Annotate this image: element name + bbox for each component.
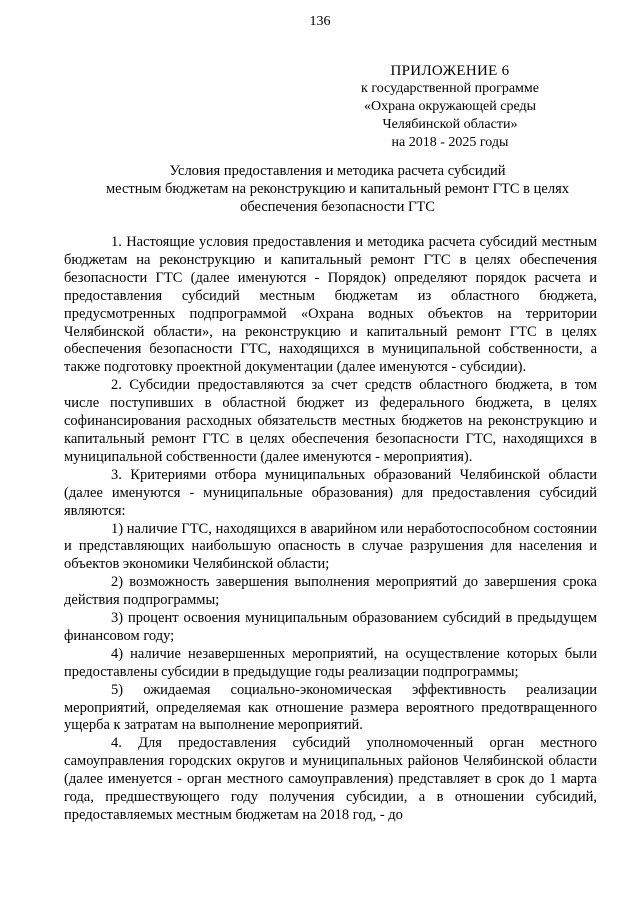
paragraph-3: 3. Критериями отбора муниципальных образований Челябинской области (далее именуются - муниципальные образования) для предоставления субсидий являются: xyxy=(64,466,597,519)
heading-line: обеспечения безопасности ГТС xyxy=(240,199,435,215)
page-number: 136 xyxy=(309,14,331,29)
document-body xyxy=(64,234,597,825)
paragraph-1: 1. Настоящие условия предоставления и методика расчета субсидий местным бюджетам на реконструкцию и капитальный ремонт ГТС в целях обеспечения безопасности ГТС (далее именуются - Порядок) определяют порядок расчета и предоставления субсидий местным бюджетам из областного бюджета, предусмотренных подпрограммой «Охрана водных объектов на территории Челябинской области», на реконструкцию и капитальный ремонт ГТС в целях обеспечения безопасности ГТС, находящихся в муниципальной собственности, а также подготовку проектной документации (далее именуются - субсидии). xyxy=(64,234,597,376)
document-heading xyxy=(60,162,615,216)
paragraph-4: 4. Для предоставления субсидий уполномоченный орган местного самоуправления городских округов и муниципальных районов Челябинской области (далее именуется - орган местного самоуправления) представляет в срок до 1 марта года, предшествующего году получения субсидии, а в отношении субсидий, предоставляемых местным бюджетам на 2018 год, - до xyxy=(64,735,597,823)
appendix-block xyxy=(350,62,550,152)
heading-line: Условия предоставления и методика расчета субсидий xyxy=(169,163,506,179)
criterion-3: 3) процент освоения муниципальным образованием субсидий в предыдущем финансовом году; xyxy=(64,610,597,644)
criterion-5: 5) ожидаемая социально-экономическая эффективность реализации мероприятий, определяемая как отношение размера вероятного предотвращенного ущерба к затратам на выполнение мероприятий. xyxy=(64,681,597,734)
criterion-4: 4) наличие незавершенных мероприятий, на осуществление которых были предоставлены субсидии в предыдущие годы реализации подпрограммы; xyxy=(64,645,597,680)
criterion-2: 2) возможность завершения выполнения мероприятий до завершения срока действия подпрограммы; xyxy=(64,574,597,609)
appendix-line: к государственной программе xyxy=(361,81,539,96)
paragraph-2: 2. Субсидии предоставляются за счет средств областного бюджета, в том числе поступивших в областной бюджет из федерального бюджета, в целях софинансирования расходных обязательств местных бюджетов на реконструкцию и капитальный ремонт ГТС в целях обеспечения безопасности ГТС, находящихся в муниципальной собственности (далее именуются - мероприятия). xyxy=(64,377,597,465)
appendix-line: на 2018 - 2025 годы xyxy=(391,135,509,150)
appendix-line: Челябинской области» xyxy=(382,117,518,132)
appendix-line: «Охрана окружающей среды xyxy=(363,99,537,114)
heading-line: местным бюджетам на реконструкцию и капитальный ремонт ГТС в целях xyxy=(106,181,569,197)
criterion-1: 1) наличие ГТС, находящихся в аварийном или неработоспособном состоянии и представляющих наибольшую опасность в случае разрушения для населения и объектов экономики Челябинской области; xyxy=(64,520,597,573)
appendix-title: ПРИЛОЖЕНИЕ 6 xyxy=(390,63,510,79)
